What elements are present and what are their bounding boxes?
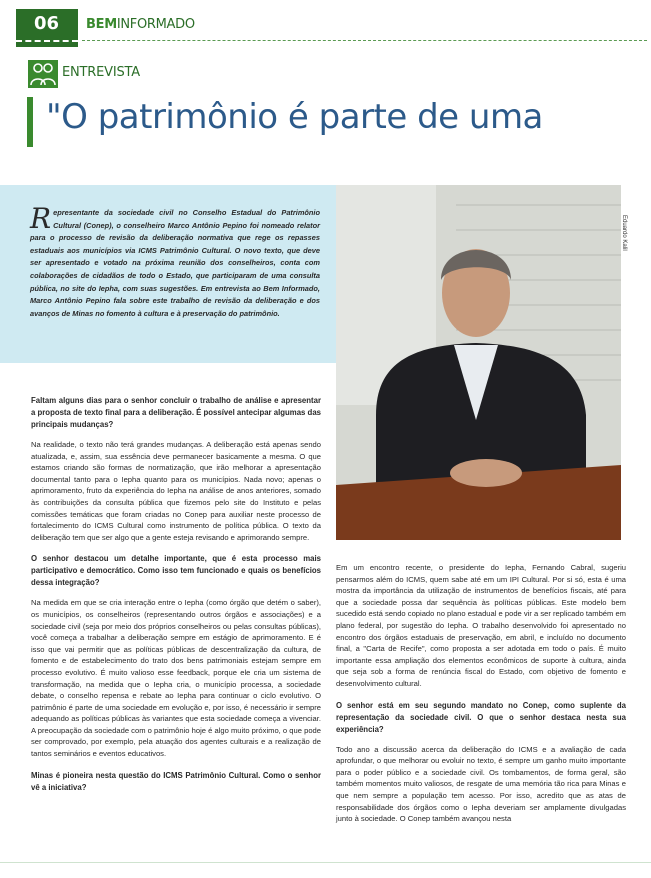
intro-text: epresentante da sociedade civil no Conselho Estadual do Patrimônio Cultural (Conep), o conselheiro Marco Antônio Pepino foi nomeado relator para o processo de revisão da deliberação normativa que rege os repasses estaduais aos municípios via ICMS Patrimônio Cultural. O novo texto, que deve ser apresentado e votado na próxima reunião dos conselheiros, conta com colaborações de cidadãos de todo o Estado, que participaram de uma consulta pública, no site do Iepha, com suas sugestões. Em entrevista ao Bem Informado, Marco Antônio Pepino fala sobre este trabalho de revisão da deliberação e dos avanços de Minas no fomento à cultura e à preservação do patrimônio.	[30, 208, 320, 318]
title-accent-bar	[27, 97, 33, 147]
intro-paragraph	[30, 202, 320, 320]
page-bottom-rule	[0, 862, 651, 863]
drop-cap: R	[30, 202, 52, 235]
question-1: Faltam alguns dias para o senhor concluir o trabalho de análise e apresentar a proposta de texto final para a deliberação. É possível antecipar algumas das principais mudanças?	[31, 396, 321, 429]
section-name	[86, 17, 195, 32]
answer-2: Na medida em que se cria interação entre o Iepha (como órgão que detém o saber), os municípios, os conselheiros (representando outros órgãos e associações) e a sociedade civil (seja por meio dos próprios conselheiros ou pelas consultas públicas), você começa a trabalhar a deliberação sempre em estágio de aprimoramento. E é isso que vai permitir que as políticas públicas de descentralização da cultura, de fomento e de estabelecimento do trato dos bens patrimoniais estejam sempre em processo evolutivo. É muito valioso esse feedback, porque ele cria um sistema de transformação, na medida que o Iepha cria, o município processa, a sociedade debate, o conselho repensa e rebate ao Iepha para continuar o ciclo evolutivo. O patrimônio é parte de uma sociedade em evolução e, por isso, é necessário ir sempre adequando as políticas públicas às variantes que esta sociedade começa a vivenciar. A preocupação da sociedade com o patrimônio hoje é algo muito próximo, o que pode ser comprovado, por exemplo, pela atuação dos agentes culturais e a realização de tantos seminários e eventos educativos.	[31, 598, 321, 759]
page-number-dash	[16, 40, 78, 42]
question-2: O senhor destacou um detalhe importante, que é esta processo mais participativo e democrático. Como isso tem funcionado e quais os benefícios dessa integração?	[31, 554, 321, 588]
photo-credit: Eduardo Kalil	[621, 215, 627, 251]
answer-1: Na realidade, o texto não terá grandes mudanças. A deliberação está apenas sendo atualizada, e, assim, sua essência deve permanecer basicamente a mesma. O que estamos criando são formas de normatização, que irão melhorar a apresentação documental tanto para o Iepha quanto para os municípios. Nada novo; apenas o aprimoramento, fruto da experiência do Iepha na análise de anos anteriores, somado às contribuições da consulta pública que fizemos pelo site do Instituto e pelas comissões temáticas que foram criadas no Conep para auxiliar neste processo de fortalecimento do ICMS Cultural como instrumento de política pública. O texto da deliberação tem que ser algo que a gente esteja revisando e aprimorando sempre.	[31, 440, 321, 542]
photo-illustration	[336, 185, 621, 540]
header-rule	[82, 40, 647, 41]
article-title: "O patrimônio é parte de uma	[46, 97, 543, 137]
people-icon	[28, 60, 58, 88]
question-3: Minas é pioneira nesta questão do ICMS Patrimônio Cultural. Como o senhor vê a iniciativa?	[31, 770, 321, 792]
answer-3: Em um encontro recente, o presidente do Iepha, Fernando Cabral, sugeriu pensarmos além do ICMS, quem sabe até em um IPI Cultural. Por si só, esta é uma mostra da importância da utilização de instrumentos de benefícios fiscais, até para que a sociedade possa dar sequência às políticas públicas. Este modelo bem sucedido está sendo copiado no plano estadual e pode vir a ser replicado também em plano federal, por sugestão do Iepha. O trabalho desenvolvido foi apresentado no encontro dos órgãos estaduais de preservação, em abril, e incluído no documento final, a "Carta de Recife", como proposta a ser adotada em todo o país. É muito importante essa ampliação dos elementos econômicos de suporte à cultura, ainda que seja sob a forma de renúncia fiscal do Estado, com objetivo de fomento e desenvolvimento cultural.	[336, 563, 627, 688]
section-tag: ENTREVISTA	[62, 65, 140, 80]
page-number: 06	[16, 9, 78, 47]
right-column	[336, 562, 626, 835]
section-name-rest: INFORMADO	[116, 17, 195, 32]
section-name-bold: BEM	[86, 17, 117, 32]
question-4: O senhor está em seu segundo mandato no Conep, como suplente da representação da sociedade civil. O que o senhor destaca nesta sua experiência?	[336, 700, 626, 734]
interviewee-photo	[336, 185, 621, 540]
answer-4: Todo ano a discussão acerca da deliberação do ICMS e a avaliação de cada aprofundar, o que melhorar ou evoluir no texto, é sempre um ganho muito importante para o poder público e a sociedade civil. Os tombamentos, de forma geral, são também momentos muito valiosos, de resgate de uma memória tão rica para Minas e que nem sempre a população tem acesso. Por isso, acredito que as atas de responsabilidade dos órgãos como o Iepha deveriam ser amplamente divulgadas junto à sociedade. O Conep também avançou nesta	[336, 744, 626, 824]
left-column	[31, 395, 321, 802]
